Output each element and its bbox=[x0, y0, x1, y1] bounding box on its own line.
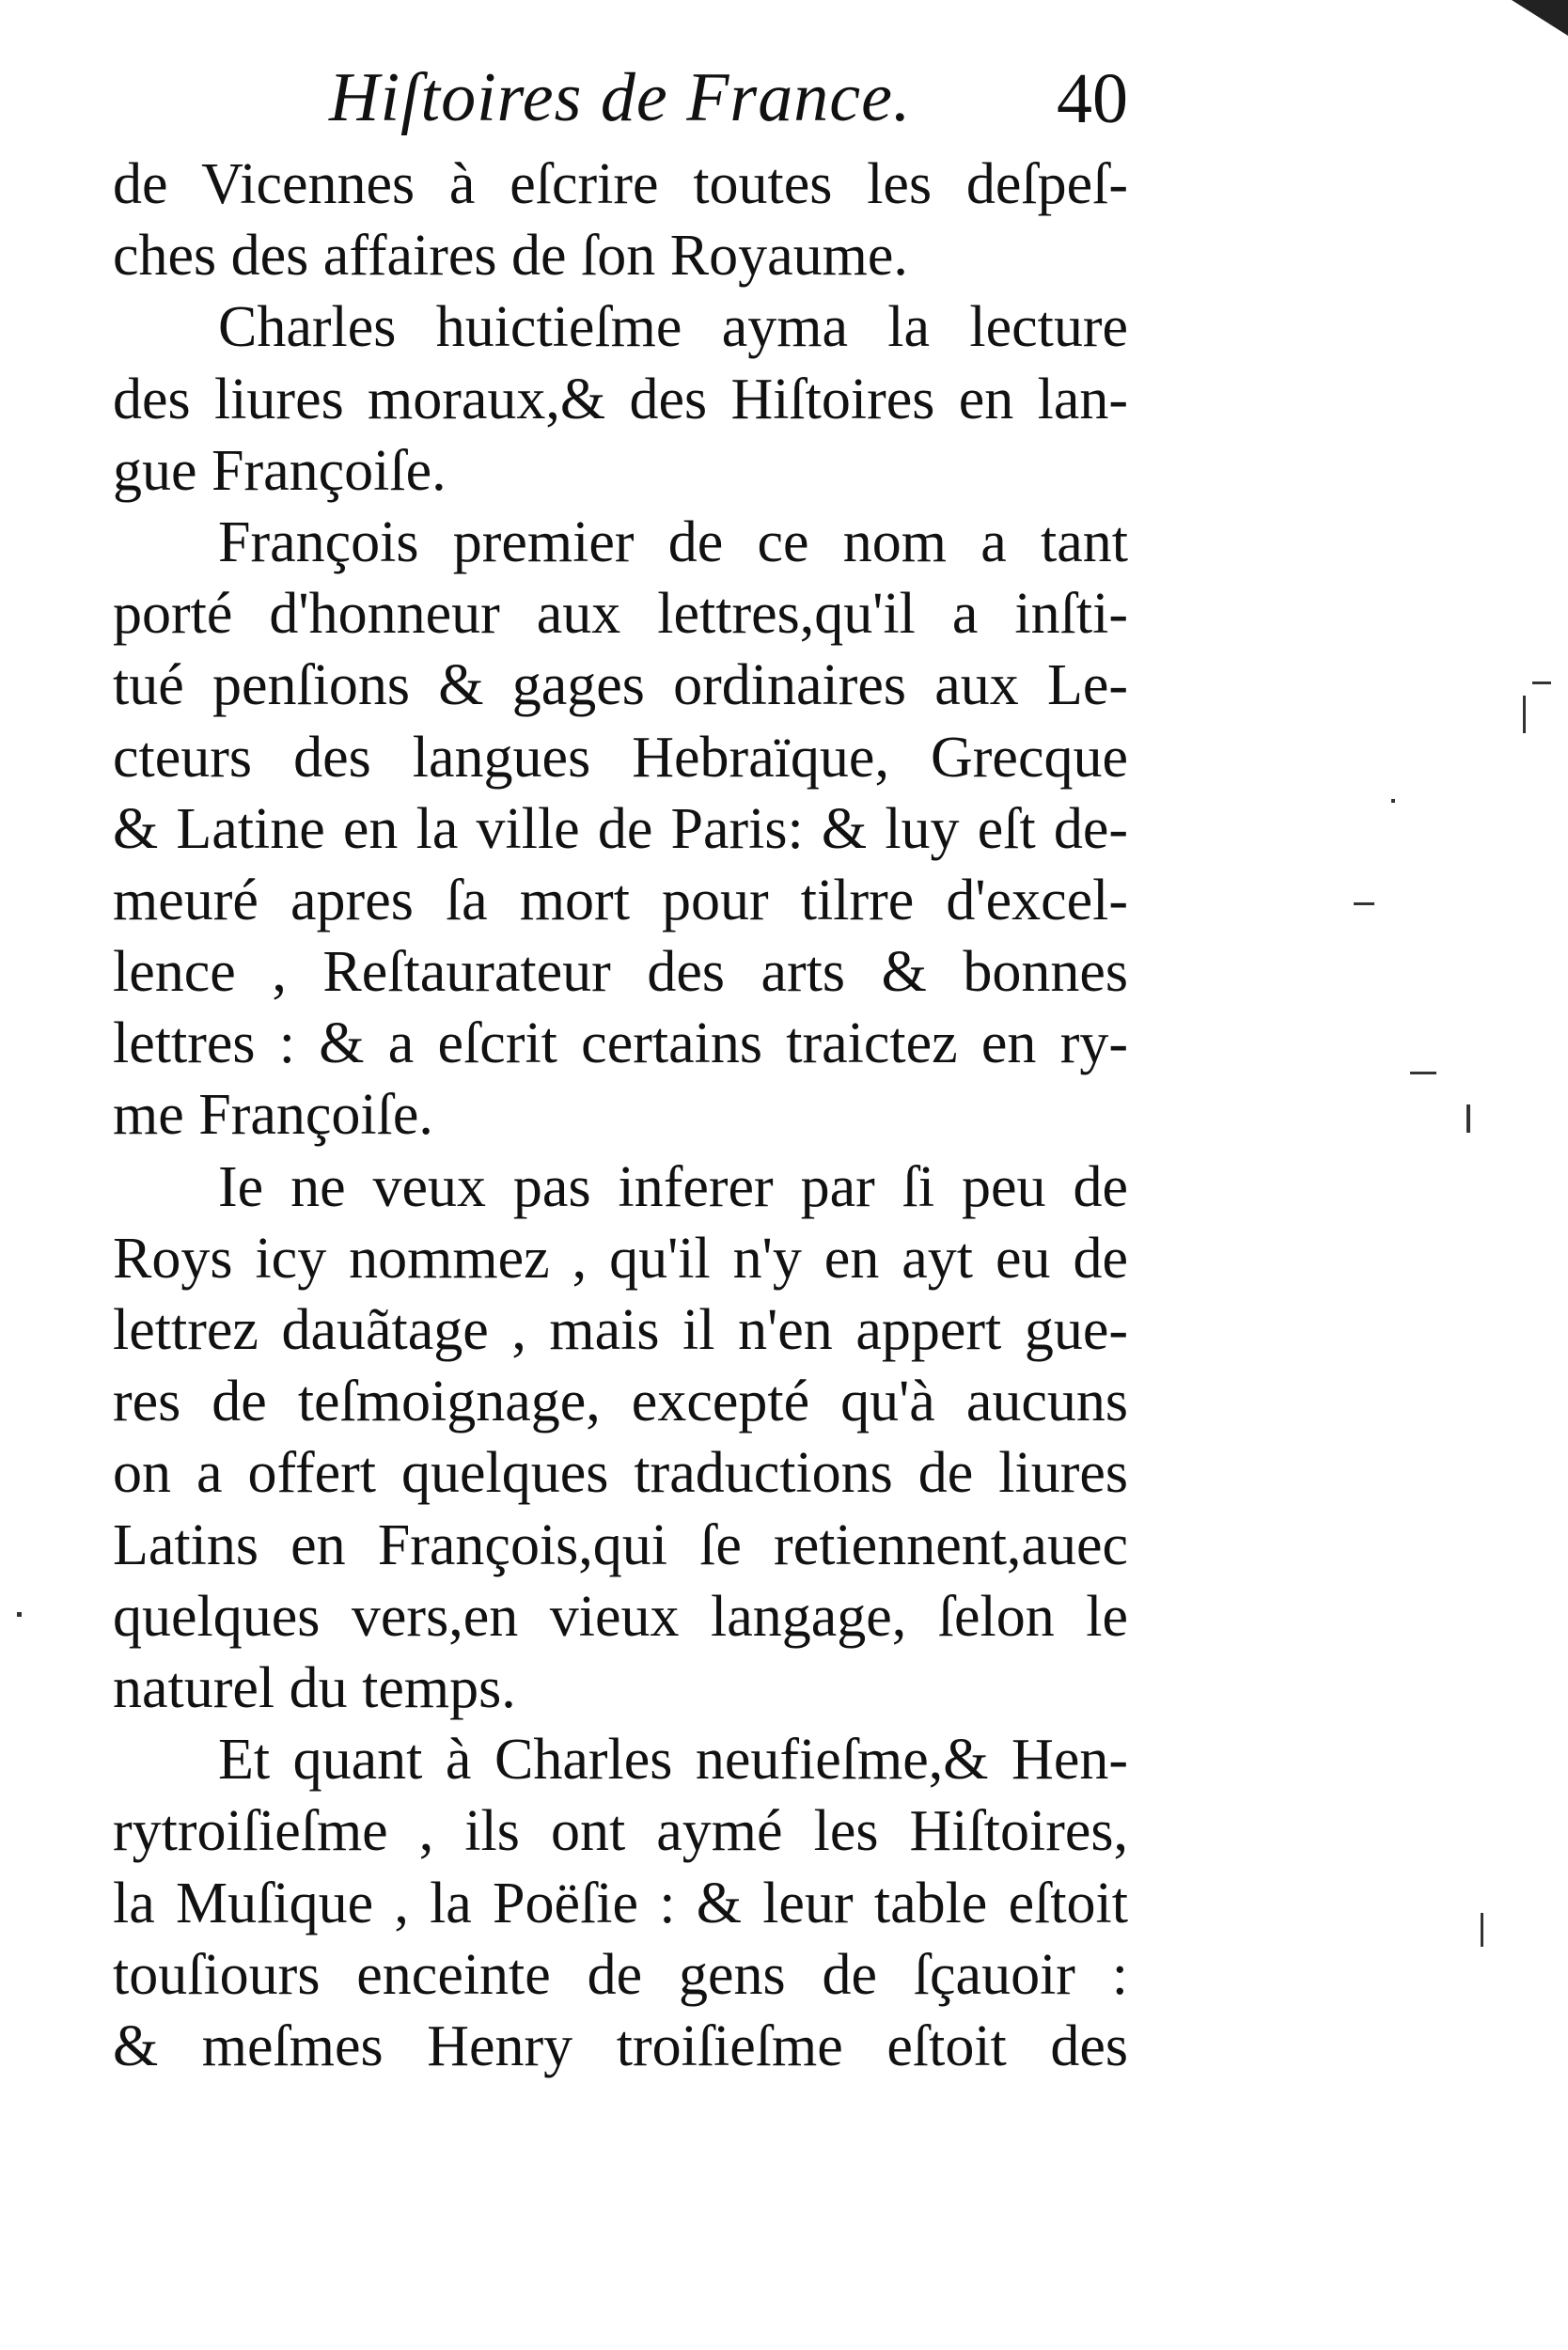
text-line: la Muſique , la Poëſie : & leur table eſtoit bbox=[113, 1871, 1128, 1935]
text-line: touſiours enceinte de gens de ſçauoir : bbox=[113, 1942, 1128, 2007]
page-corner-fold bbox=[1502, 0, 1568, 38]
text-line: naturel du temps. bbox=[113, 1655, 516, 1720]
text-line: lettres : & a eſcrit certains traictez en ry- bbox=[113, 1011, 1128, 1076]
running-head bbox=[113, 49, 1128, 152]
text-line: Ie ne veux pas inferer par ſi peu de bbox=[218, 1154, 1128, 1219]
text-line: porté d'honneur aux lettres,qu'il a inſti- bbox=[113, 582, 1128, 647]
text-line: de Vicennes à eſcrire toutes les deſpeſ- bbox=[113, 152, 1128, 216]
text-line: me Françoiſe. bbox=[113, 1083, 433, 1148]
text-line: Roys icy nommez , qu'il n'y en ayt eu de bbox=[113, 1226, 1128, 1291]
margin-speck bbox=[1391, 799, 1395, 803]
text-line: res de teſmoignage, excepté qu'à aucuns bbox=[113, 1370, 1128, 1434]
text-line: François premier de ce nom a tant bbox=[218, 509, 1128, 574]
margin-speck bbox=[17, 1612, 22, 1617]
text-line: on a offert quelques traductions de liures bbox=[113, 1441, 1128, 1506]
body-text bbox=[113, 149, 1128, 2082]
margin-speck bbox=[1532, 682, 1551, 684]
text-line: cteurs des langues Hebraïque, Grecque bbox=[113, 725, 1128, 790]
page-number: 40 bbox=[1057, 59, 1128, 138]
margin-speck bbox=[1354, 902, 1374, 905]
text-line: lence , Reſtaurateur des arts & bonnes bbox=[113, 940, 1128, 1005]
text-line: rytroiſieſme , ils ont aymé les Hiſtoires, bbox=[113, 1799, 1128, 1864]
running-title: Hiſtoires de France. bbox=[329, 59, 912, 136]
text-line: tué penſions & gages ordinaires aux Le- bbox=[113, 653, 1128, 718]
margin-speck bbox=[1466, 1104, 1470, 1133]
text-line: des liures moraux,& des Hiſtoires en lan- bbox=[113, 367, 1128, 431]
text-line: Et quant à Charles neufieſme,& Hen- bbox=[218, 1728, 1128, 1793]
text-line: lettrez dauãtage , mais il n'en appert gue- bbox=[113, 1298, 1128, 1362]
text-line: Charles huictieſme ayma la lecture bbox=[218, 295, 1128, 360]
text-line: quelques vers,en vieux langage, ſelon le bbox=[113, 1584, 1128, 1649]
text-line: gue Françoiſe. bbox=[113, 438, 447, 503]
text-line: meuré apres ſa mort pour tilrre d'excel- bbox=[113, 868, 1128, 932]
margin-speck bbox=[1481, 1913, 1483, 1947]
text-line: & meſmes Henry troiſieſme eſtoit des bbox=[113, 2013, 1128, 2078]
text-line: ches des affaires de ſon Royaume. bbox=[113, 224, 908, 289]
text-line: & Latine en la ville de Paris: & luy eſt de- bbox=[113, 796, 1128, 861]
margin-speck bbox=[1523, 696, 1526, 733]
text-line: Latins en François,qui ſe retiennent,auec bbox=[113, 1512, 1128, 1577]
margin-speck bbox=[1410, 1072, 1436, 1074]
